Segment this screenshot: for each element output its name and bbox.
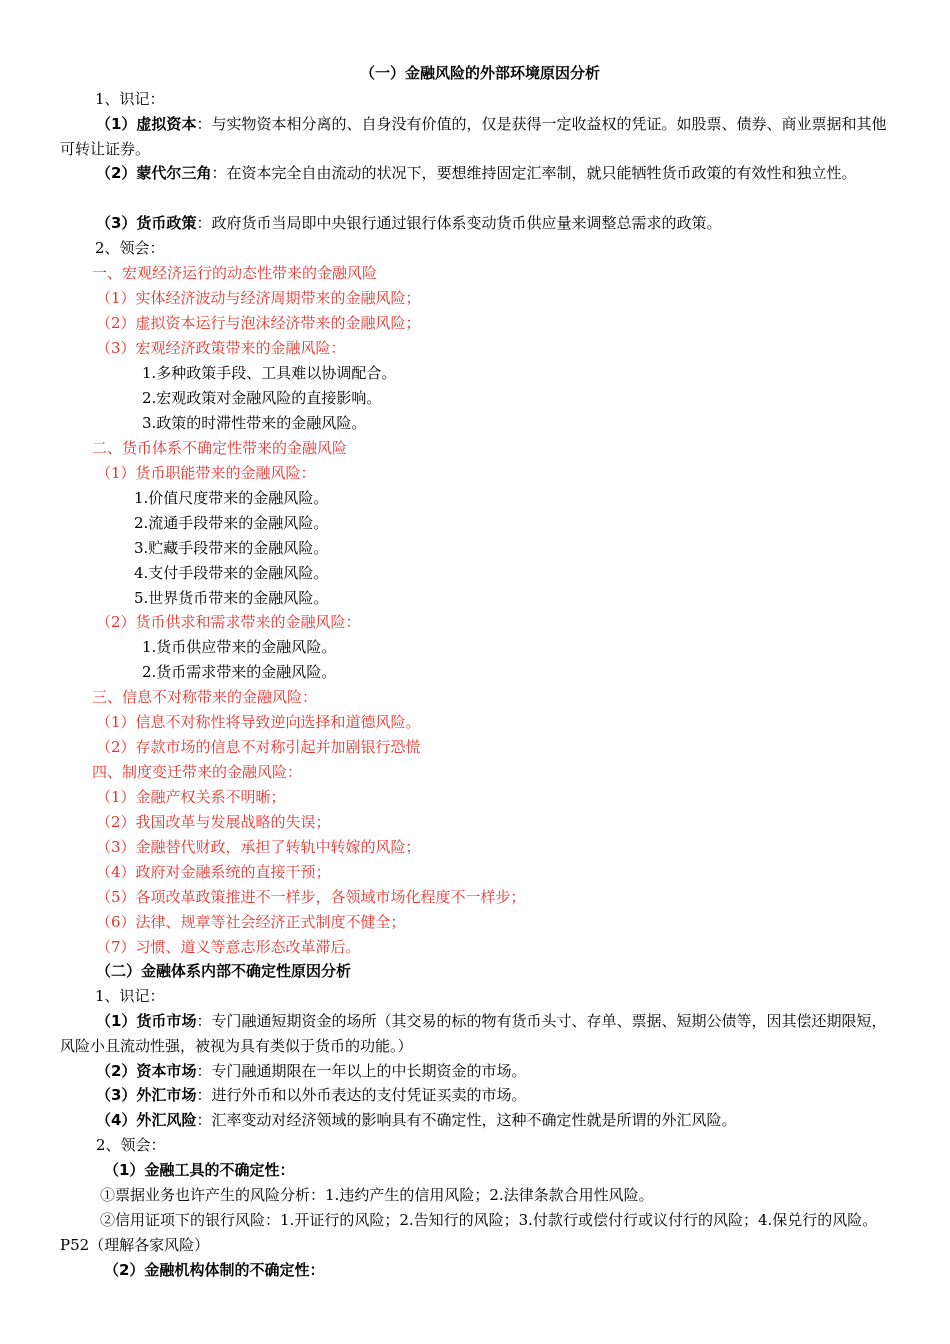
list-item: （3）金融替代财政，承担了转轨中转嫁的风险； — [96, 838, 421, 856]
definition-capital-market — [96, 1059, 526, 1084]
list-item: （7）习惯、道义等意志形态改革滞后。 — [96, 938, 361, 956]
term-fx-risk: （4）外汇风险 — [96, 1111, 197, 1129]
list-item: （4）政府对金融系统的直接干预； — [96, 863, 331, 881]
definition-fx-risk — [96, 1108, 736, 1133]
list-item: （1）实体经济波动与经济周期带来的金融风险； — [96, 289, 421, 307]
sub-list-item: 5.世界货币带来的金融风险。 — [134, 589, 329, 607]
sub-list-item: 3.政策的时滞性带来的金融风险。 — [142, 414, 367, 432]
sub-list-item: 1.价值尺度带来的金融风险。 — [134, 489, 329, 507]
heading-macro-dynamics: 一、宏观经济运行的动态性带来的金融风险 — [92, 264, 378, 282]
section-heading-understand: 2、领会： — [95, 239, 165, 257]
sub-list-item: 4.支付手段带来的金融风险。 — [134, 564, 329, 582]
subheading-instrument-uncertainty: （1）金融工具的不确定性： — [104, 1161, 295, 1179]
definition-text: ：进行外币和以外币表达的支付凭证买卖的市场。 — [196, 1086, 527, 1104]
heading-currency-system: 二、货币体系不确定性带来的金融风险 — [92, 439, 348, 457]
term-mundell-triangle: （2）蒙代尔三角 — [96, 164, 212, 182]
paragraph: ②信用证项下的银行风险：1.开证行的风险；2.告知行的风险；3.付款行或偿付行或议付行的风险；4.保兑行的风险。 P52（理解各家风险） — [60, 1211, 878, 1254]
definition-mundell-triangle — [60, 161, 890, 186]
sub-list-item: 1.货币供应带来的金融风险。 — [142, 638, 337, 656]
paragraph: ①票据业务也许产生的风险分析：1.违约产生的信用风险；2.法律条款合用性风险。 — [100, 1186, 654, 1204]
definition-fx-market — [96, 1083, 526, 1108]
definition-text: ：在资本完全自由流动的状况下，要想维持固定汇率制，就只能牺牲货币政策的有效性和独立性。 — [211, 164, 857, 182]
heading-institutional-change: 四、制度变迁带来的金融风险： — [92, 763, 303, 781]
list-item: （1）信息不对称性将导致逆向选择和道德风险。 — [96, 713, 421, 731]
list-item: （2）我国改革与发展战略的失误； — [96, 813, 331, 831]
term-money-market: （1）货币市场 — [96, 1012, 197, 1030]
sub-list-item: 2.宏观政策对金融风险的直接影响。 — [142, 389, 382, 407]
section-heading-understand: 2、领会： — [96, 1136, 166, 1154]
definition-text: ：汇率变动对经济领域的影响具有不确定性，这种不确定性就是所谓的外汇风险。 — [196, 1111, 737, 1129]
list-item: （6）法律、规章等社会经济正式制度不健全； — [96, 913, 406, 931]
definition-text: ：专门融通短期资金的场所（其交易的标的物有货币头寸、存单、票据、短期公债等，因其偿还期限短，风险小且流动性强，被视为具有类似于货币的功能。） — [60, 1012, 887, 1055]
document-title: （一）金融风险的外部环境原因分析 — [360, 64, 601, 82]
list-item: （2）虚拟资本运行与泡沫经济带来的金融风险； — [96, 314, 421, 332]
subheading-institution-uncertainty: （2）金融机构体制的不确定性： — [104, 1261, 325, 1279]
definition-text: ：与实物资本相分离的、自身没有价值的，仅是获得一定收益权的凭证。如股票、债券、商业票据和其他可转让证券。 — [60, 115, 887, 158]
section-heading-recall: 1、识记： — [95, 90, 165, 108]
definition-monetary-policy — [96, 211, 721, 236]
definition-text: ：政府货币当局即中央银行通过银行体系变动货币供应量来调整总需求的政策。 — [196, 214, 722, 232]
list-item: （2）货币供求和需求带来的金融风险： — [96, 613, 361, 631]
term-fx-market: （3）外汇市场 — [96, 1086, 197, 1104]
list-item: （1）金融产权关系不明晰； — [96, 788, 286, 806]
list-item: （3）宏观经济政策带来的金融风险： — [96, 339, 346, 357]
sub-list-item: 2.流通手段带来的金融风险。 — [134, 514, 329, 532]
section-title-internal: （二）金融体系内部不确定性原因分析 — [96, 962, 352, 980]
heading-information-asymmetry: 三、信息不对称带来的金融风险： — [92, 688, 318, 706]
sub-list-item: 1.多种政策手段、工具难以协调配合。 — [142, 364, 397, 382]
term-monetary-policy: （3）货币政策 — [96, 214, 197, 232]
definition-text: ：专门融通期限在一年以上的中长期资金的市场。 — [196, 1062, 527, 1080]
term-virtual-capital: （1）虚拟资本 — [96, 115, 197, 133]
section-heading-recall: 1、识记： — [95, 987, 165, 1005]
sub-list-item: 2.货币需求带来的金融风险。 — [142, 663, 337, 681]
list-item: （5）各项改革政策推进不一样步，各领域市场化程度不一样步； — [96, 888, 526, 906]
definition-virtual-capital — [60, 112, 890, 162]
definition-money-market — [60, 1009, 890, 1059]
list-item: （1）货币职能带来的金融风险： — [96, 464, 316, 482]
term-capital-market: （2）资本市场 — [96, 1062, 197, 1080]
sub-list-item: 3.贮藏手段带来的金融风险。 — [134, 539, 329, 557]
list-item: （2）存款市场的信息不对称引起并加剧银行恐慌 — [96, 738, 421, 756]
